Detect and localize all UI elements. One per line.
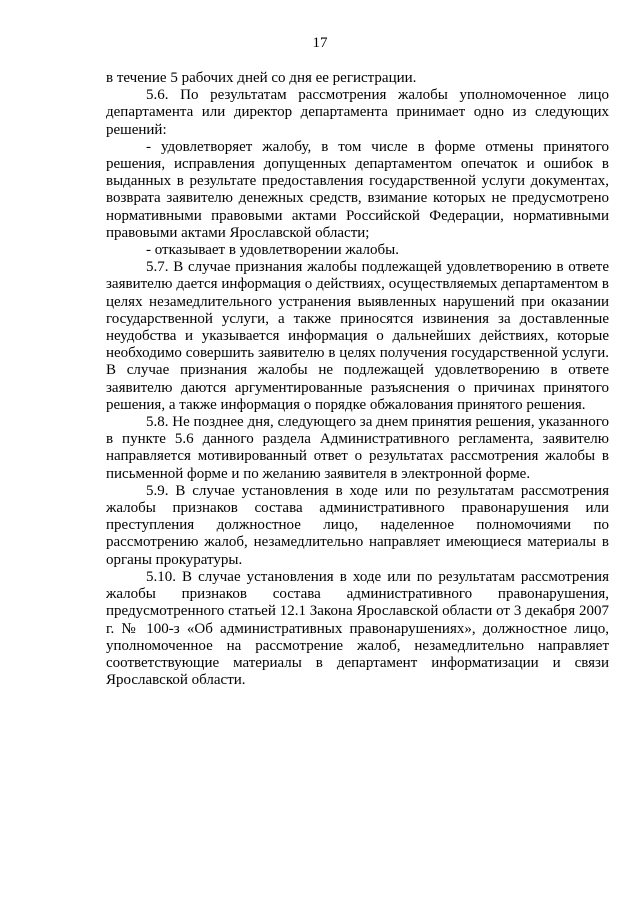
- paragraph-5-6: 5.6. По результатам рассмотрения жалобы уполномоченное лицо департамента или директор департамента принимает одно из следующих решений:: [106, 87, 609, 138]
- list-item-refuse: - отказывает в удовлетворении жалобы.: [146, 242, 400, 259]
- document-body: [106, 70, 609, 689]
- paragraph-5-10: 5.10. В случае установления в ходе или по результатам рассмотрения жалобы признаков состава административного правонарушения, предусмотренного статьей 12.1 Закона Ярославской области от 3 декабря 2007 г. № 100-з «Об административных правонарушениях», должностное лицо, уполномоченное на рассмотрение жалоб, незамедлительно направляет соответствующие материалы в департамент информатизации и связи Ярославской области.: [106, 568, 609, 689]
- paragraph-5-9: 5.9. В случае установления в ходе или по результатам рассмотрения жалобы признаков состава административного правонарушения или преступления должностное лицо, наделенное полномочиями по рассмотрению жалоб, незамедлительно направляет имеющиеся материалы в органы прокуратуры.: [106, 482, 609, 568]
- paragraph-5-7: 5.7. В случае признания жалобы подлежащей удовлетворению в ответе заявителю дается информация о действиях, осуществляемых департаментом в целях незамедлительного устранения выявленных нарушений при оказании государственной услуги, а также приносятся извинения за доставленные неудобства и указывается информация о дальнейших действиях, которые необходимо совершить заявителю в целях получения государственной услуги. В случае признания жалобы не подлежащей удовлетворению в ответе заявителю даются аргументированные разъяснения о причинах принятого решения, а также информация о порядке обжалования принятого решения.: [106, 259, 609, 413]
- list-item-satisfy: - удовлетворяет жалобу, в том числе в форме отмены принятого решения, исправления допущенных департаментом опечаток и ошибок в выданных в результате предоставления государственной услуги документах, возврата заявителю денежных средств, взимание которых не предусмотрено нормативными правовыми актами Российской Федерации, нормативными правовыми актами Ярославской области;: [106, 138, 609, 241]
- paragraph-continuation: в течение 5 рабочих дней со дня ее регистрации.: [106, 70, 417, 86]
- paragraph-5-8: 5.8. Не позднее дня, следующего за днем принятия решения, указанного в пункте 5.6 данного раздела Административного регламента, заявителю направляется мотивированный ответ о результатах рассмотрения жалобы в письменной форме и по желанию заявителя в электронной форме.: [106, 414, 609, 482]
- page-number: 17: [312, 35, 328, 51]
